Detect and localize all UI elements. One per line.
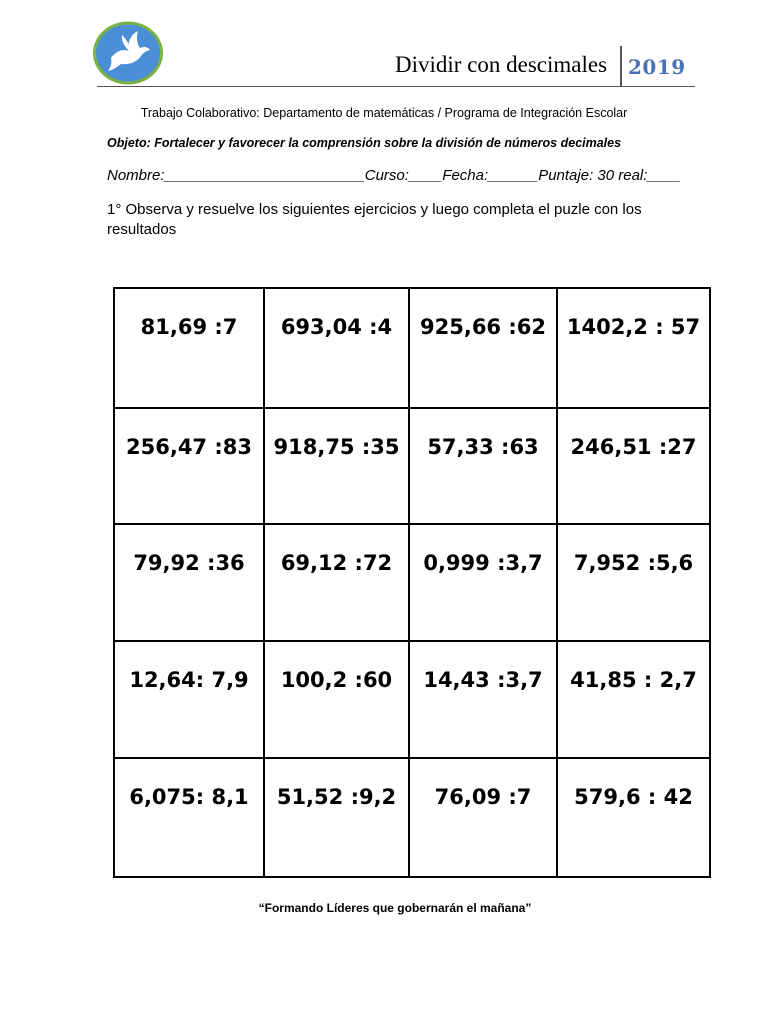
puzzle-cell bbox=[265, 525, 410, 642]
puzzle-cell-text: 57,33 :63 bbox=[427, 435, 539, 459]
school-motto: “Formando Líderes que gobernarán el mañana” bbox=[258, 901, 532, 915]
puzzle-cell bbox=[410, 289, 558, 409]
puzzle-cell-text: 51,52 :9,2 bbox=[276, 785, 397, 809]
puzzle-cell bbox=[410, 759, 558, 876]
puzzle-cell bbox=[265, 289, 410, 409]
puzzle-cell-text: 918,75 :35 bbox=[273, 435, 400, 459]
puzzle-cell bbox=[115, 759, 265, 876]
puzzle-cell bbox=[265, 642, 410, 759]
puzzle-cell bbox=[558, 759, 709, 876]
puzzle-cell-text: 12,64: 7,9 bbox=[129, 668, 249, 692]
puzzle-cell bbox=[558, 525, 709, 642]
puzzle-cell bbox=[558, 409, 709, 525]
document-objective: Objeto: Fortalecer y favorecer la comprensión sobre la división de números decimales bbox=[107, 136, 622, 150]
puzzle-cell bbox=[115, 289, 265, 409]
exercise-instruction: 1° Observa y resuelve los siguientes ejercicios y luego completa el puzle con los resultados bbox=[107, 201, 642, 238]
puzzle-cell-text: 79,92 :36 bbox=[133, 551, 245, 575]
puzzle-cell bbox=[265, 409, 410, 525]
document-title: Dividir con descimales bbox=[395, 52, 608, 77]
division-puzzle-grid bbox=[113, 287, 711, 878]
header-rule bbox=[97, 86, 695, 87]
school-logo bbox=[91, 20, 165, 86]
puzzle-cell bbox=[558, 289, 709, 409]
puzzle-cell-text: 1402,2 : 57 bbox=[566, 315, 701, 339]
puzzle-cell-text: 100,2 :60 bbox=[280, 668, 393, 692]
puzzle-cell-text: 246,51 :27 bbox=[570, 435, 697, 459]
puzzle-cell-text: 6,075: 8,1 bbox=[129, 785, 249, 809]
puzzle-cell-text: 693,04 :4 bbox=[280, 315, 393, 339]
puzzle-cell bbox=[410, 642, 558, 759]
dove-icon bbox=[91, 20, 165, 86]
puzzle-cell-text: 41,85 : 2,7 bbox=[570, 668, 697, 692]
puzzle-cell-text: 69,12 :72 bbox=[280, 551, 393, 575]
document-year: 2019 bbox=[628, 55, 686, 79]
puzzle-cell bbox=[115, 642, 265, 759]
document-subtitle: Trabajo Colaborativo: Departamento de matemáticas / Programa de Integración Escolar bbox=[140, 106, 628, 120]
puzzle-cell bbox=[115, 409, 265, 525]
puzzle-cell-text: 579,6 : 42 bbox=[574, 785, 693, 809]
puzzle-cell-text: 76,09 :7 bbox=[434, 785, 532, 809]
puzzle-cell-text: 14,43 :3,7 bbox=[423, 668, 543, 692]
puzzle-cell-text: 7,952 :5,6 bbox=[573, 551, 694, 575]
puzzle-cell bbox=[265, 759, 410, 876]
puzzle-cell bbox=[410, 409, 558, 525]
puzzle-cell bbox=[115, 525, 265, 642]
student-info-line: Nombre:________________________Curso:____Fecha:______Puntaje: 30 real:____ bbox=[107, 167, 681, 184]
puzzle-cell-text: 256,47 :83 bbox=[126, 435, 252, 459]
puzzle-cell-text: 925,66 :62 bbox=[420, 315, 546, 339]
puzzle-cell bbox=[558, 642, 709, 759]
header-divider bbox=[620, 46, 622, 86]
puzzle-cell-text: 0,999 :3,7 bbox=[423, 551, 543, 575]
puzzle-cell-text: 81,69 :7 bbox=[140, 315, 238, 339]
puzzle-cell bbox=[410, 525, 558, 642]
